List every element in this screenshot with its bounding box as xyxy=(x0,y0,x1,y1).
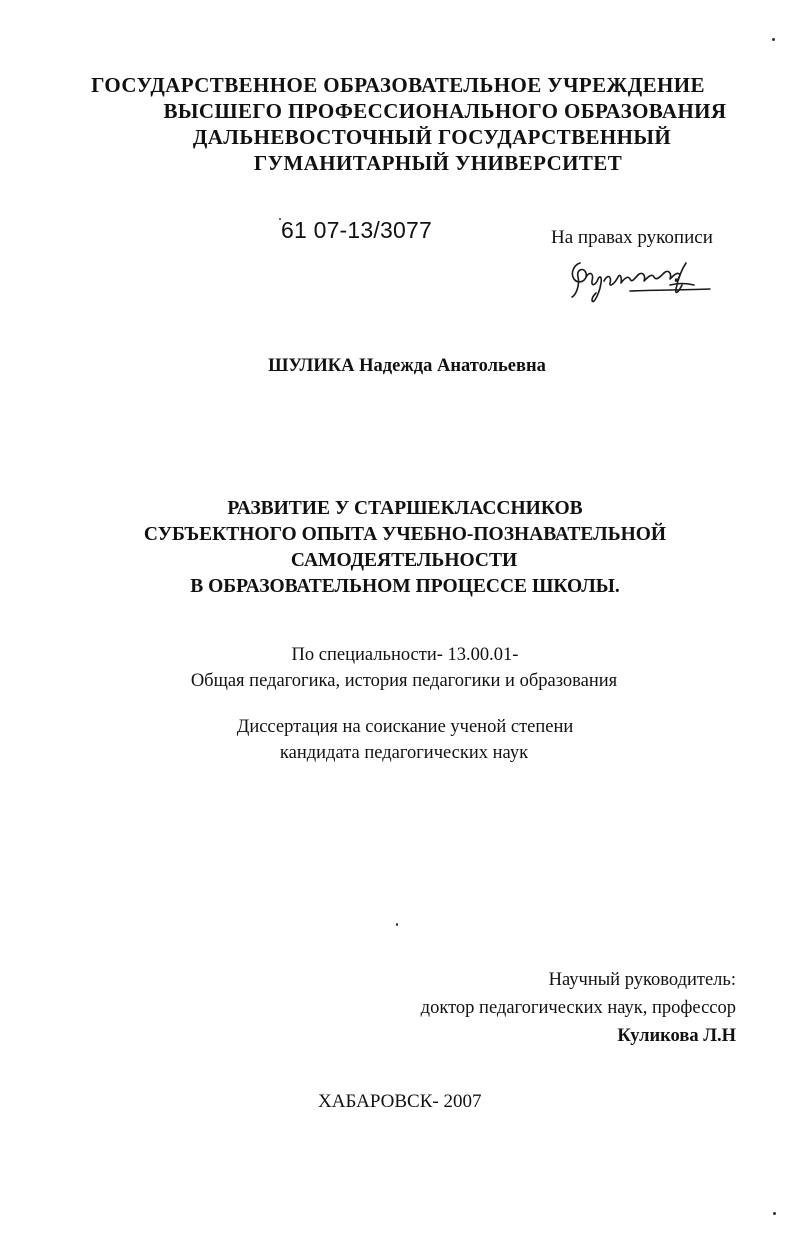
scan-speck xyxy=(396,923,398,926)
supervisor-credentials: доктор педагогических наук, профессор xyxy=(420,998,736,1018)
degree-block xyxy=(0,714,796,766)
title-line-3: САМОДЕЯТЕЛЬНОСТИ xyxy=(290,550,518,571)
title-line-1: РАЗВИТИЕ У СТАРШЕКЛАССНИКОВ xyxy=(227,498,583,519)
signature-icon xyxy=(566,255,716,307)
title-line-4: В ОБРАЗОВАТЕЛЬНОМ ПРОЦЕССЕ ШКОЛЫ. xyxy=(190,576,620,597)
degree-line-2: кандидата педагогических наук xyxy=(279,743,529,763)
scan-speck xyxy=(279,218,281,220)
scan-speck xyxy=(773,1212,776,1215)
supervisor-block xyxy=(421,966,736,1050)
city-year: ХАБАРОВСК- 2007 xyxy=(318,1091,482,1112)
supervisor-label: Научный руководитель: xyxy=(548,970,736,990)
dissertation-title xyxy=(0,496,796,600)
supervisor-name: Куликова Л.Н xyxy=(617,1026,736,1046)
title-line-2: СУБЪЕКТНОГО ОПЫТА УЧЕБНО-ПОЗНАВАТЕЛЬНОЙ xyxy=(143,524,667,545)
institution-line-1: ГОСУДАРСТВЕННОЕ ОБРАЗОВАТЕЛЬНОЕ УЧРЕЖДЕНИЕ xyxy=(91,73,705,97)
registration-code: 61 07-13/3077 xyxy=(281,217,432,243)
scan-speck xyxy=(772,38,775,41)
author-name-row xyxy=(0,356,796,377)
degree-line-1: Диссертация на соискание ученой степени xyxy=(236,717,574,737)
specialty-block xyxy=(0,642,796,694)
institution-line-3: ДАЛЬНЕВОСТОЧНЫЙ ГОСУДАРСТВЕННЫЙ xyxy=(192,125,672,149)
signature-drawing xyxy=(566,255,716,307)
specialty-line-1: По специальности- 13.00.01- xyxy=(291,645,519,665)
author-name: ШУЛИКА Надежда Анатольевна xyxy=(268,356,546,376)
institution-header xyxy=(0,72,796,176)
specialty-line-2: Общая педагогика, история педагогики и образования xyxy=(190,671,618,691)
manuscript-note: На правах рукописи xyxy=(551,227,713,248)
institution-line-4: ГУМАНИТАРНЫЙ УНИВЕРСИТЕТ xyxy=(253,151,623,175)
institution-line-2: ВЫСШЕГО ПРОФЕССИОНАЛЬНОГО ОБРАЗОВАНИЯ xyxy=(163,99,727,123)
